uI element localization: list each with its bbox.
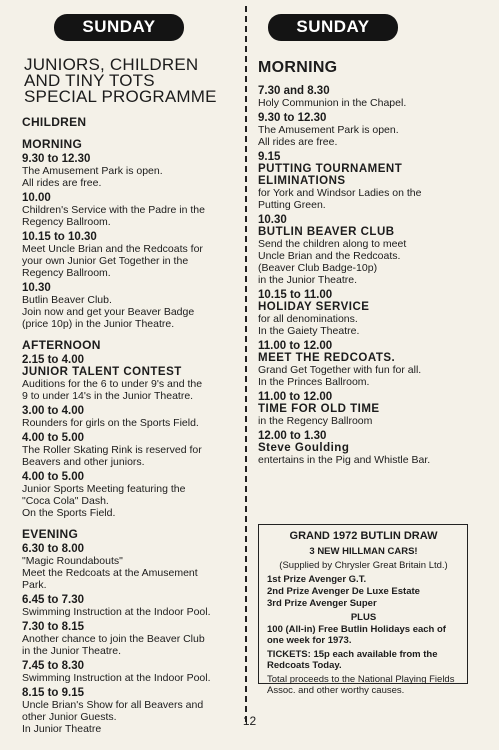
event-title: TIME FOR OLD TIME bbox=[258, 403, 380, 415]
title-line: SPECIAL PROGRAMME bbox=[24, 87, 217, 106]
event-description: Send the children along to meet bbox=[258, 238, 407, 250]
event-description: The Amusement Park is open. bbox=[258, 124, 399, 136]
event-description: Uncle Brian and the Redcoats. bbox=[258, 250, 401, 262]
event-time: 11.00 to 12.00 bbox=[258, 391, 333, 403]
event-description: Uncle Brian's Show for all Beavers and bbox=[22, 699, 204, 711]
section-heading: EVENING bbox=[22, 527, 79, 541]
event-item bbox=[22, 405, 236, 429]
draw-holidays: 100 (All-in) Free Butlin Holidays each of one week for 1973. bbox=[267, 624, 446, 646]
section-subheading: MORNING bbox=[22, 137, 83, 151]
event-description: All rides are free. bbox=[22, 177, 102, 189]
event-item bbox=[22, 354, 236, 402]
draw-prize: 1st Prize Avenger G.T. bbox=[267, 574, 367, 585]
right-column bbox=[258, 14, 478, 469]
event-description: On the Sports Field. bbox=[22, 507, 116, 519]
event-time: 9.15 bbox=[258, 151, 281, 163]
event-time: 9.30 to 12.30 bbox=[22, 153, 91, 165]
day-header-left: SUNDAY bbox=[54, 14, 184, 41]
event-time: 6.30 to 8.00 bbox=[22, 543, 85, 555]
column-divider bbox=[245, 6, 247, 722]
event-item bbox=[258, 289, 478, 337]
event-description: "Magic Roundabouts" bbox=[22, 555, 123, 567]
event-time: 7.45 to 8.30 bbox=[22, 660, 85, 672]
prize-draw-box bbox=[258, 524, 468, 696]
event-description: your own Junior Get Together in the bbox=[22, 255, 189, 267]
right-schedule bbox=[258, 85, 478, 466]
event-time: 7.30 and 8.30 bbox=[258, 85, 330, 97]
event-item bbox=[22, 594, 236, 618]
event-item bbox=[22, 660, 236, 684]
draw-title: GRAND 1972 BUTLIN DRAW bbox=[289, 530, 438, 542]
event-item bbox=[258, 112, 478, 148]
event-time: 7.30 to 8.15 bbox=[22, 621, 85, 633]
event-item bbox=[22, 432, 236, 468]
programme-title bbox=[24, 57, 236, 105]
event-item bbox=[258, 151, 478, 211]
event-description: Putting Green. bbox=[258, 199, 326, 211]
event-description: entertains in the Pig and Whistle Bar. bbox=[258, 454, 431, 466]
event-item bbox=[22, 153, 236, 189]
event-description: Holy Communion in the Chapel. bbox=[258, 97, 407, 109]
event-time: 2.15 to 4.00 bbox=[22, 354, 85, 366]
event-item bbox=[258, 430, 478, 466]
event-description: Swimming Instruction at the Indoor Pool. bbox=[22, 672, 211, 684]
event-description: All rides are free. bbox=[258, 136, 338, 148]
section-heading-morning: MORNING bbox=[258, 59, 338, 76]
event-description: The Roller Skating Rink is reserved for bbox=[22, 444, 202, 456]
event-time: 8.15 to 9.15 bbox=[22, 687, 85, 699]
day-header-right: SUNDAY bbox=[268, 14, 398, 41]
event-title: MEET THE REDCOATS. bbox=[258, 352, 396, 364]
event-title: BUTLIN BEAVER CLUB bbox=[258, 226, 395, 238]
event-time: 4.00 to 5.00 bbox=[22, 471, 85, 483]
draw-tickets: TICKETS: 15p each available from the Redcoats Today. bbox=[267, 649, 438, 671]
event-item bbox=[22, 621, 236, 657]
event-time: 10.15 to 11.00 bbox=[258, 289, 333, 301]
event-time: 3.00 to 4.00 bbox=[22, 405, 85, 417]
section-heading: CHILDREN bbox=[22, 115, 87, 129]
draw-proceeds: Total proceeds to the National Playing Fields Assoc. and other worthy causes. bbox=[267, 674, 455, 696]
event-description: Beavers and other juniors. bbox=[22, 456, 145, 468]
event-title: PUTTING TOURNAMENT ELIMINATIONS bbox=[258, 163, 403, 187]
event-description: Join now and get your Beaver Badge bbox=[22, 306, 195, 318]
event-item bbox=[22, 471, 236, 519]
event-title: Steve Goulding bbox=[258, 442, 350, 454]
event-time: 11.00 to 12.00 bbox=[258, 340, 333, 352]
event-description: Junior Sports Meeting featuring the bbox=[22, 483, 186, 495]
event-description: (price 10p) in the Junior Theatre. bbox=[22, 318, 175, 330]
draw-prize: 3rd Prize Avenger Super bbox=[267, 598, 377, 609]
event-description: Regency Ballroom. bbox=[22, 267, 111, 279]
event-description: in the Junior Theatre. bbox=[22, 645, 122, 657]
event-description: Children's Service with the Padre in the bbox=[22, 204, 205, 216]
event-item bbox=[22, 192, 236, 228]
event-description: "Coca Cola" Dash. bbox=[22, 495, 109, 507]
event-time: 10.30 bbox=[258, 214, 287, 226]
event-time: 10.15 to 10.30 bbox=[22, 231, 97, 243]
event-time: 12.00 to 1.30 bbox=[258, 430, 327, 442]
page-number: 12 bbox=[242, 714, 257, 728]
event-description: Meet Uncle Brian and the Redcoats for bbox=[22, 243, 203, 255]
event-time: 6.45 to 7.30 bbox=[22, 594, 85, 606]
event-description: Park. bbox=[22, 579, 47, 591]
event-time: 10.30 bbox=[22, 282, 51, 294]
event-item bbox=[258, 340, 478, 388]
event-description: for all denominations. bbox=[258, 313, 358, 325]
event-title: HOLIDAY SERVICE bbox=[258, 301, 370, 313]
event-description: In Junior Theatre bbox=[22, 723, 102, 735]
event-time: 10.00 bbox=[22, 192, 51, 204]
event-description: in the Junior Theatre. bbox=[258, 274, 358, 286]
event-description: Another chance to join the Beaver Club bbox=[22, 633, 205, 645]
event-time: 9.30 to 12.30 bbox=[258, 112, 327, 124]
event-title: JUNIOR TALENT CONTEST bbox=[22, 366, 182, 378]
event-item bbox=[258, 391, 478, 427]
title-line: JUNIORS, CHILDREN bbox=[24, 55, 199, 74]
title-line: AND TINY TOTS bbox=[24, 71, 155, 90]
event-description: (Beaver Club Badge-10p) bbox=[258, 262, 378, 274]
event-description: Regency Ballroom. bbox=[22, 216, 111, 228]
section-heading: AFTERNOON bbox=[22, 338, 101, 352]
event-description: other Junior Guests. bbox=[22, 711, 117, 723]
event-description: In the Gaiety Theatre. bbox=[258, 325, 360, 337]
draw-prize: 2nd Prize Avenger De Luxe Estate bbox=[267, 586, 420, 597]
event-description: Grand Get Together with fun for all. bbox=[258, 364, 422, 376]
event-item bbox=[22, 282, 236, 330]
event-description: Meet the Redcoats at the Amusement bbox=[22, 567, 198, 579]
event-description: for York and Windsor Ladies on the bbox=[258, 187, 422, 199]
event-description: In the Princes Ballroom. bbox=[258, 376, 370, 388]
draw-cars: 3 NEW HILLMAN CARS! bbox=[309, 546, 418, 557]
draw-supplier: (Supplied by Chrysler Great Britain Ltd.) bbox=[279, 560, 448, 571]
event-description: Swimming Instruction at the Indoor Pool. bbox=[22, 606, 211, 618]
draw-plus: PLUS bbox=[350, 612, 377, 623]
event-description: 9 to under 14's in the Junior Theatre. bbox=[22, 390, 194, 402]
left-column bbox=[22, 14, 236, 738]
event-description: Rounders for girls on the Sports Field. bbox=[22, 417, 199, 429]
event-description: in the Regency Ballroom bbox=[258, 415, 373, 427]
event-item bbox=[258, 85, 478, 109]
event-description: The Amusement Park is open. bbox=[22, 165, 163, 177]
event-item bbox=[22, 543, 236, 591]
event-description: Butlin Beaver Club. bbox=[22, 294, 112, 306]
event-description: Auditions for the 6 to under 9's and the bbox=[22, 378, 203, 390]
event-item bbox=[258, 214, 478, 286]
event-time: 4.00 to 5.00 bbox=[22, 432, 85, 444]
left-schedule bbox=[22, 115, 236, 735]
event-item bbox=[22, 231, 236, 279]
